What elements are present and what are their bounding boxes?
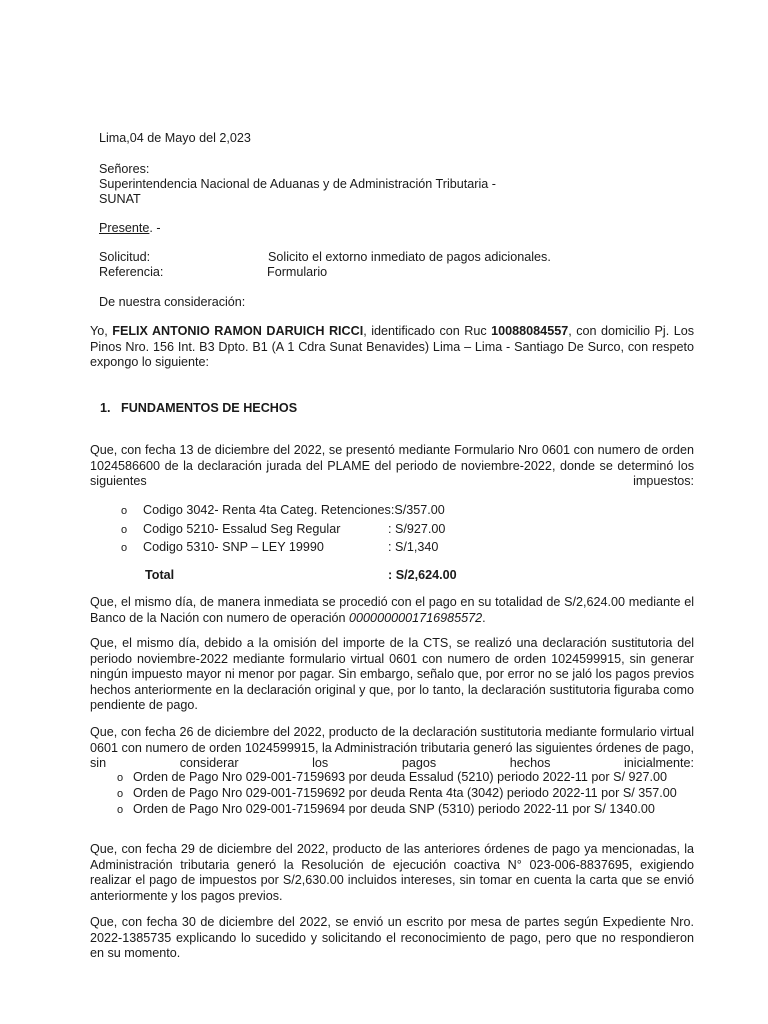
paragraph-1: Que, con fecha 13 de diciembre del 2022, se presentó mediante Formulario Nro 0601 con numero de orden 1024586600 de la declaración jurada del PLAME del periodo de noviembre-2022, donde se determinó los siguientes impuestos: [90,443,694,488]
ruc-number: 10088084557 [491,324,569,338]
declarant-name: FELIX ANTONIO RAMON DARUICH RICCI [112,324,364,338]
tax-label: Codigo 5310- SNP – LEY 19990 [143,540,324,554]
operation-number: 0000000001716985572 [349,610,483,625]
bullet-icon: o [121,524,128,536]
solicitud-label: Solicitud: [99,250,151,264]
bullet-icon: o [117,772,124,784]
bullet-icon: o [121,505,128,517]
payment-order-1 [117,770,667,787]
tax-label: Codigo 3042- Renta 4ta Categ. Retenciones: [143,503,395,517]
payment-order-3 [117,802,655,819]
bullet-icon: o [121,542,128,554]
paragraph-2-text: Que, el mismo día, de manera inmediata se procedió con el pago en su totalidad de S/2,624.00 mediante el Banco de la Nación con numero de operación [90,595,694,625]
referencia-value: Formulario [267,265,328,279]
paragraph-2 [90,595,694,626]
recipient-line-1: Superintendencia Nacional de Aduanas y de Administración Tributaria - [99,177,496,191]
solicitud-value: Solicito el extorno inmediato de pagos adicionales. [268,250,551,264]
paragraph-6: Que, con fecha 30 de diciembre del 2022, se envió un escrito por mesa de partes según Expediente Nro. 2022-1385735 explicando lo sucedido y solicitando el reconocimiento de pago, pero que no respondieron en su momento. [90,915,694,960]
tax-amount: S/357.00 [394,503,445,517]
recipient-line-2: SUNAT [99,192,141,206]
intro-text-3: , con domicilio Pj. Los Pinos Nro. 156 Int. B3 Dpto. B1 (A 1 Cdra Sunat Benavides) Lima – Lima - Santiago De Surco, con respeto expongo lo siguiente: [90,324,694,369]
presente-text: Presente [99,221,150,235]
total-label: Total [145,568,175,582]
bullet-icon: o [117,788,124,800]
salutation: Señores: [99,162,150,176]
date-line: Lima,04 de Mayo del 2,023 [99,131,251,145]
paragraph-2-end: . [482,610,486,625]
paragraph-5: Que, con fecha 29 de diciembre del 2022, producto de las anteriores órdenes de pago ya mencionadas, la Administración tributaria generó la Resolución de ejecución coactiva N° 023-006-8837695, exigiendo realizar el pago de impuestos por S/2,630.00 incluidos intereses, sin tomar en cuenta la carta que se envió anteriormente y los pagos previos. [90,842,694,903]
paragraph-4: Que, con fecha 26 de diciembre del 2022, producto de la declaración sustitutoria mediante formulario virtual 0601 con numero de orden 1024599915, la Administración tributaria generó las siguientes órdenes de pago, sin considerar los pagos hechos inicialmente: [90,725,694,770]
order-text: Orden de Pago Nro 029-001-7159692 por deuda Renta 4ta (3042) periodo 2022-11 por S/ 357.00 [133,786,677,800]
tax-label: Codigo 5210- Essalud Seg Regular [143,522,341,536]
intro-text-2: , identificado con Ruc [363,324,492,338]
intro-paragraph [90,324,694,371]
order-text: Orden de Pago Nro 029-001-7159694 por deuda SNP (5310) periodo 2022-11 por S/ 1340.00 [133,802,655,816]
tax-amount: : S/1,340 [388,540,439,554]
tax-item-3 [121,540,439,557]
referencia-label: Referencia: [99,265,164,279]
tax-item-2 [121,522,446,539]
total-row [145,568,457,584]
presente-suffix: . - [149,221,161,235]
section-heading: 1. FUNDAMENTOS DE HECHOS [100,401,298,415]
intro-text-1: Yo, [90,324,113,338]
bullet-icon: o [117,804,124,816]
total-amount: : S/2,624.00 [388,568,457,582]
payment-order-2 [117,786,677,803]
presente-line [99,221,161,237]
tax-item-1 [121,503,445,520]
paragraph-3: Que, el mismo día, debido a la omisión del importe de la CTS, se realizó una declaración sustitutoria del periodo noviembre-2022 mediante formulario virtual 0601 con numero de orden 1024599915, sin generar ningún impuesto mayor ni menor por pagar. Sin embargo, señalo que, por error no se jaló los pagos previos hechos anteriormente en la declaración original y que, por lo tanto, la declaración sustitutoria figuraba como pendiente de pago. [90,636,694,712]
consideracion-line: De nuestra consideración: [99,295,246,309]
tax-amount: : S/927.00 [388,522,446,536]
solicitud-row [99,250,551,266]
order-text: Orden de Pago Nro 029-001-7159693 por deuda Essalud (5210) periodo 2022-11 por S/ 927.00 [133,770,667,784]
referencia-row [99,265,327,281]
